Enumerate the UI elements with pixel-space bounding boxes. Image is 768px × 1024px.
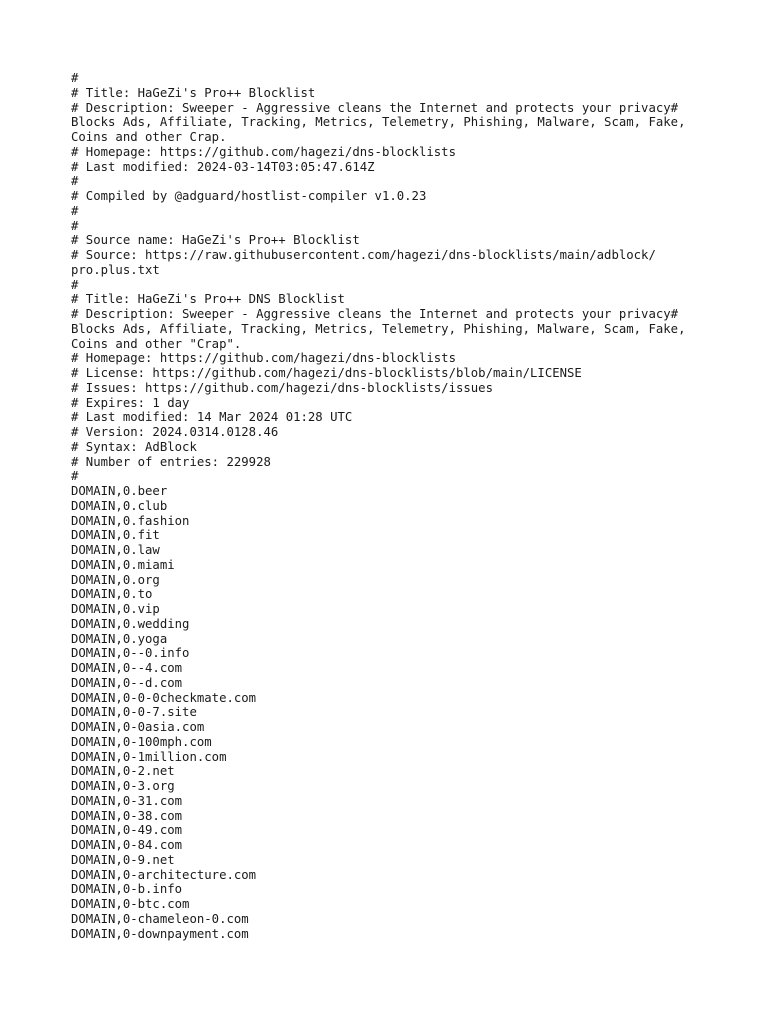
text-line: DOMAIN,0.yoga [71,631,168,646]
text-line: # Homepage: https://github.com/hagezi/dns-blocklists [71,144,456,159]
text-line: DOMAIN,0.beer [71,484,168,498]
text-line: # Description: Sweeper - Aggressive cleans the Internet and protects your privacy# [71,307,679,321]
text-line: DOMAIN,0--4.com [71,661,183,675]
text-line: # [71,203,79,218]
text-line: DOMAIN,0-0-0checkmate.com [71,690,257,705]
text-line: DOMAIN,0.club [71,498,168,513]
text-line: DOMAIN,0.org [71,572,160,587]
text-line: DOMAIN,0-31.com [71,793,183,808]
text-line: DOMAIN,0-0asia.com [71,720,205,734]
text-line: # [71,218,79,233]
text-line: DOMAIN,0-0-7.site [71,705,197,720]
text-line: # [71,174,79,189]
text-line: # Compiled by @adguard/hostlist-compiler v1.0.23 [71,189,427,203]
text-line: # Source: https://raw.githubusercontent.com/hagezi/dns-blocklists/main/adblock/ [71,248,656,262]
text-line: DOMAIN,0-architecture.com [71,867,257,882]
text-line: # Homepage: https://github.com/hagezi/dns-blocklists [71,351,456,366]
text-line: DOMAIN,0-b.info [71,882,183,897]
text-line: # [71,469,79,484]
text-line: # Last modified: 2024-03-14T03:05:47.614Z [71,159,375,174]
text-line: DOMAIN,0-2.net [71,764,175,779]
text-line: DOMAIN,0-btc.com [71,897,190,911]
text-line: DOMAIN,0-84.com [71,838,183,852]
text-line: # License: https://github.com/hagezi/dns-blocklists/blob/main/LICENSE [71,366,582,380]
text-line: DOMAIN,0.fit [71,528,160,543]
text-line: DOMAIN,0.vip [71,602,160,616]
text-line: # Issues: https://github.com/hagezi/dns-blocklists/issues [71,380,493,395]
text-line: DOMAIN,0-chameleon-0.com [71,911,249,926]
text-line: DOMAIN,0.fashion [71,513,190,528]
text-line: Coins and other Crap. [71,130,227,144]
text-line: DOMAIN,0.wedding [71,616,190,631]
text-line: # [71,277,79,292]
text-line: # Version: 2024.0314.0128.46 [71,425,279,439]
text-line: DOMAIN,0-1million.com [71,749,227,764]
text-line: # Number of entries: 229928 [71,454,271,469]
text-line: DOMAIN,0.miami [71,557,175,572]
text-line: DOMAIN,0-downpayment.com [71,926,249,941]
text-line: DOMAIN,0-38.com [71,808,183,823]
text-line: DOMAIN,0.law [71,543,160,557]
text-line: # Syntax: AdBlock [71,439,197,454]
text-line: # Title: HaGeZi's Pro++ Blocklist [71,85,316,100]
text-line: DOMAIN,0--0.info [71,646,190,661]
document-text [71,71,731,941]
text-line: # [71,71,79,85]
text-line: DOMAIN,0-9.net [71,852,175,867]
text-line: Blocks Ads, Affiliate, Tracking, Metrics, Telemetry, Phishing, Malware, Scam, Fake, [71,115,686,130]
text-line: # Source name: HaGeZi's Pro++ Blocklist [71,233,360,248]
text-line: DOMAIN,0--d.com [71,675,183,690]
text-line: Coins and other "Crap". [71,336,242,351]
text-line: DOMAIN,0-49.com [71,823,183,838]
text-line: # Title: HaGeZi's Pro++ DNS Blocklist [71,292,345,307]
text-line: DOMAIN,0-3.org [71,779,175,793]
text-line: DOMAIN,0-100mph.com [71,734,212,749]
text-line: # Description: Sweeper - Aggressive cleans the Internet and protects your privacy# [71,100,679,115]
text-line: DOMAIN,0.to [71,587,153,602]
text-line: Blocks Ads, Affiliate, Tracking, Metrics, Telemetry, Phishing, Malware, Scam, Fake, [71,321,686,336]
text-line: # Last modified: 14 Mar 2024 01:28 UTC [71,410,353,425]
text-line: # Expires: 1 day [71,395,190,410]
text-line: pro.plus.txt [71,262,160,277]
